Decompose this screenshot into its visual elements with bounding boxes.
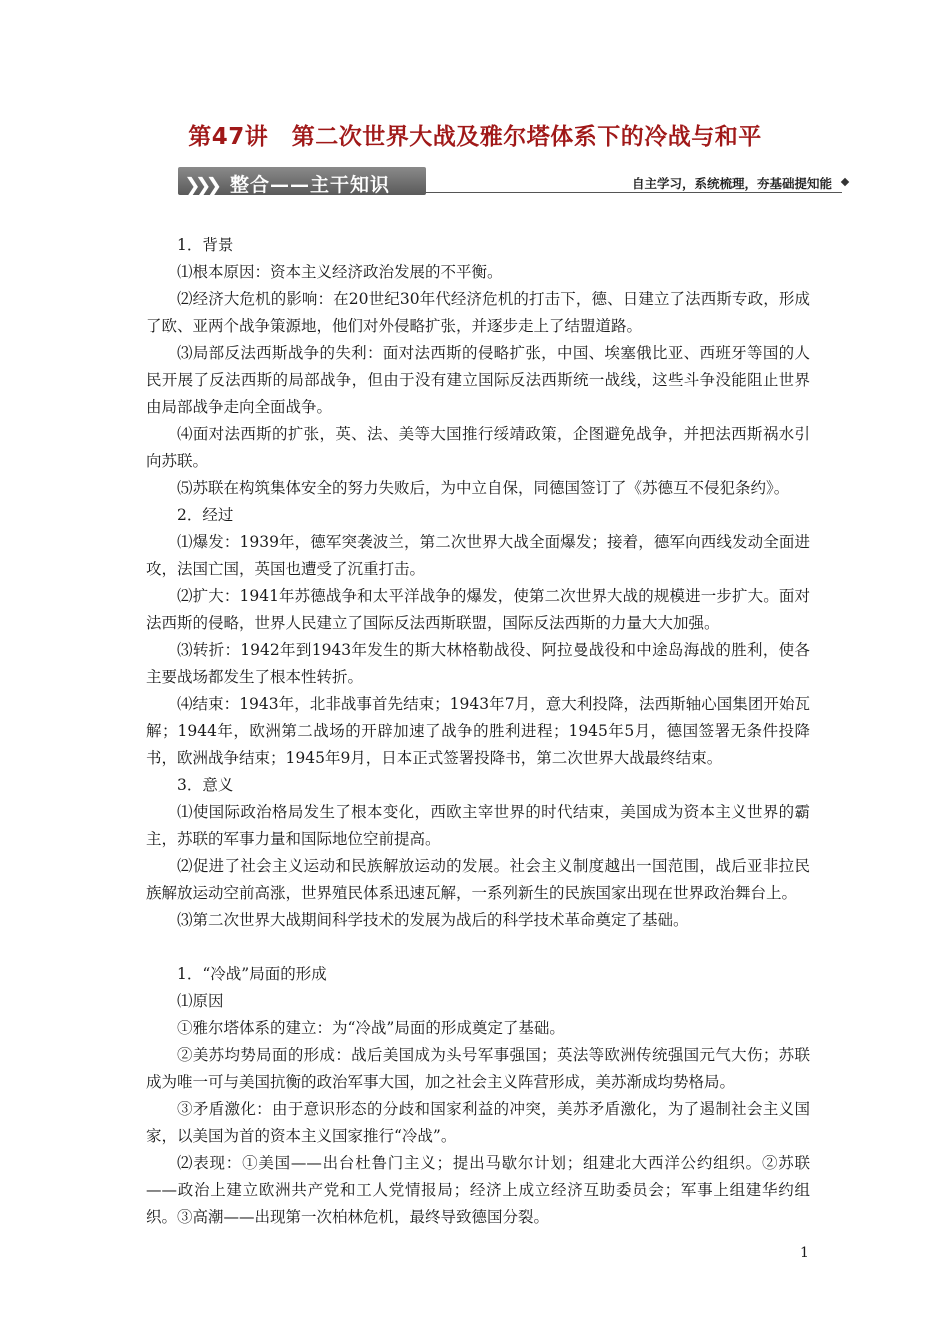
paragraph: ⑴使国际政治格局发生了根本变化，西欧主宰世界的时代结束，美国成为资本主义世界的霸主，苏联的军事力量和国际地位空前提高。 [146,803,810,848]
section-banner [178,163,850,199]
diamond-icon [841,178,849,186]
banner-slogan: 自主学习，系统梳理，夯基础提知能 [631,176,832,191]
paragraph: ⑴爆发：1939年，德军突袭波兰，第二次世界大战全面爆发；接着，德军向西线发动全面进攻，法国亡国，英国也遭受了沉重打击。 [146,533,810,578]
paragraph: ③矛盾激化：由于意识形态的分歧和国家利益的冲突，美苏矛盾激化，为了遏制社会主义国家，以美国为首的资本主义国家推行“冷战”。 [146,1100,810,1145]
paragraph: ⑶局部反法西斯战争的失利：面对法西斯的侵略扩张，中国、埃塞俄比亚、西班牙等国的人民开展了反法西斯的局部战争，但由于没有建立国际反法西斯统一战线，这些斗争没能阻止世界由局部战争走向全面战争。 [146,344,810,416]
paragraph: ⑷面对法西斯的扩张，英、法、美等大国推行绥靖政策，企图避免战争，并把法西斯祸水引向苏联。 [146,425,810,470]
paragraph: ⑵表现：①美国——出台杜鲁门主义；提出马歇尔计划；组建北大西洋公约组织。②苏联——政治上建立欧洲共产党和工人党情报局；经济上成立经济互助委员会；军事上组建华约组织。③高潮——出现第一次柏林危机，最终导致德国分裂。 [146,1154,810,1226]
heading-significance: 3．意义 [177,776,234,794]
paragraph: ⑵经济大危机的影响：在20世纪30年代经济危机的打击下，德、日建立了法西斯专政，形成了欧、亚两个战争策源地，他们对外侵略扩张，并逐步走上了结盟道路。 [146,290,810,335]
paragraph: ⑸苏联在构筑集体安全的努力失败后，为中立自保，同德国签订了《苏德互不侵犯条约》。 [177,479,790,497]
paragraph: ⑶转折：1942年到1943年发生的斯大林格勒战役、阿拉曼战役和中途岛海战的胜利，使各主要战场都发生了根本性转折。 [146,641,810,686]
heading-process: 2．经过 [177,506,234,524]
chevron-right-icon: ❯❯❯ [184,173,217,197]
paragraph: ⑴根本原因：资本主义经济政治发展的不平衡。 [177,263,503,281]
paragraph: ⑵扩大：1941年苏德战争和太平洋战争的爆发，使第二次世界大战的规模进一步扩大。面对法西斯的侵略，世界人民建立了国际反法西斯联盟，国际反法西斯的力量大大加强。 [146,587,810,632]
paragraph: ⑷结束：1943年，北非战事首先结束；1943年7月，意大利投降，法西斯轴心国集团开始瓦解；1944年，欧洲第二战场的开辟加速了战争的胜利进程；1945年5月，德国签署无条件投降书，欧洲战争结束；1945年9月，日本正式签署投降书，第二次世界大战最终结束。 [146,695,810,767]
banner-divider [426,192,842,193]
section-gap [146,934,810,961]
paragraph: ②美苏均势局面的形成：战后美国成为头号军事强国；英法等欧洲传统强国元气大伤；苏联成为唯一可与美国抗衡的政治军事大国，加之社会主义阵营形成，美苏渐成均势格局。 [146,1046,810,1091]
paragraph: ⑵促进了社会主义运动和民族解放运动的发展。社会主义制度越出一国范围，战后亚非拉民族解放运动空前高涨，世界殖民体系迅速瓦解，一系列新生的民族国家出现在世界政治舞台上。 [146,857,810,902]
banner-label: 整合——主干知识 [230,174,391,196]
paragraph: ①雅尔塔体系的建立：为“冷战”局面的形成奠定了基础。 [177,1019,565,1037]
heading-background: 1．背景 [177,236,234,254]
heading-causes: ⑴原因 [177,992,224,1010]
paragraph: ⑶第二次世界大战期间科学技术的发展为战后的科学技术革命奠定了基础。 [177,911,689,929]
banner-bar [178,167,426,195]
page-number: 1 [800,1245,809,1261]
heading-cold-war: 1．“冷战”局面的形成 [177,965,327,983]
document-title: 第47讲 第二次世界大战及雅尔塔体系下的冷战与和平 [188,124,762,150]
document-body [146,232,810,1231]
